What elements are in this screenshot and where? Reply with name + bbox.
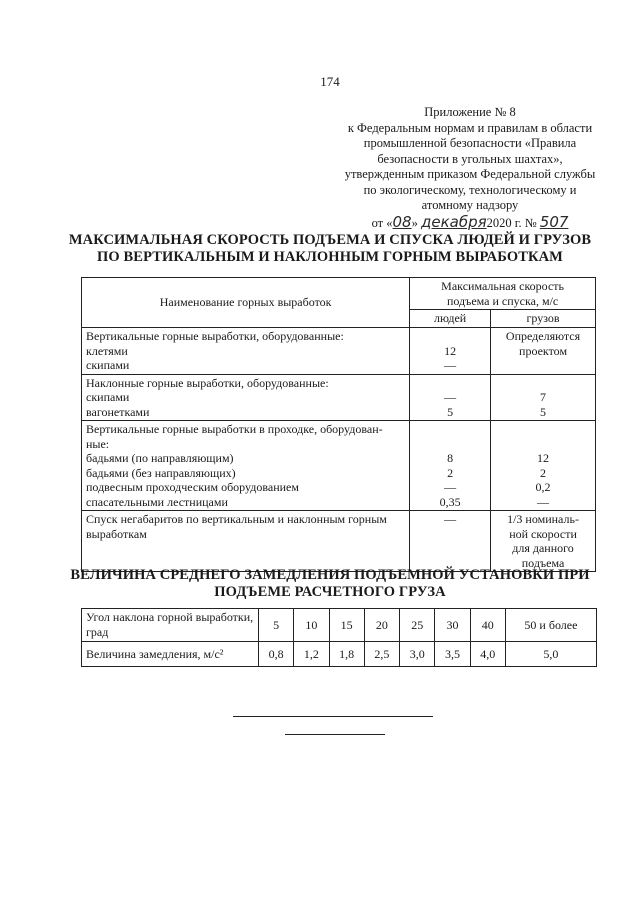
date-mid: »	[411, 215, 418, 230]
cargo-cell-line: ной скорости	[509, 526, 577, 541]
name-cell-line: вагонетками	[86, 404, 150, 419]
angle-cell: 20	[364, 609, 399, 642]
angle-cell: 50 и более	[505, 609, 596, 642]
deceleration-table	[81, 608, 597, 667]
handwritten-month: декабря	[420, 212, 487, 231]
closing-rule-long	[233, 716, 433, 717]
people-cell-line: 8	[447, 451, 454, 465]
name-cell-line: скипами	[86, 358, 130, 372]
angle-cell: 15	[329, 609, 364, 642]
cargo-cell-line: для данного	[512, 541, 574, 555]
deceleration-cell: 4,0	[470, 642, 505, 667]
table1-title	[0, 232, 640, 266]
appendix-header	[325, 105, 615, 231]
people-cell	[410, 328, 491, 375]
deceleration-cell: 1,8	[329, 642, 364, 667]
deceleration-cell: 0,8	[259, 642, 294, 667]
deceleration-cell: 5,0	[505, 642, 596, 667]
deceleration-cell: 3,5	[435, 642, 470, 667]
deceleration-cell: 1,2	[294, 642, 329, 667]
cargo-cell-line: —	[537, 494, 550, 509]
cargo-cell-line	[495, 437, 591, 452]
table-row	[82, 421, 596, 511]
name-cell-line: спасательными лестницами	[86, 494, 228, 509]
table2-title-line2: ПОДЪЕМЕ РАСЧЕТНОГО ГРУЗА	[214, 584, 446, 600]
people-cell-line	[414, 437, 486, 452]
appendix-line: атомному надзору	[421, 198, 519, 212]
angle-cell: 25	[400, 609, 435, 642]
angle-row-label: Угол наклона горной выработки, град	[82, 609, 259, 642]
handwritten-day: 08	[392, 212, 412, 231]
appendix-line: Приложение № 8	[424, 105, 516, 119]
header-people: людей	[410, 310, 491, 328]
name-cell	[82, 511, 410, 572]
name-cell-line: Спуск негабаритов по вертикальным и наклонным горным	[86, 512, 387, 526]
name-cell	[82, 328, 410, 375]
cargo-cell-line: проектом	[519, 343, 568, 358]
table-row	[82, 511, 596, 572]
appendix-line: утвержденным приказом Федеральной службы	[344, 167, 596, 181]
order-date-line	[325, 212, 615, 232]
angle-cell: 10	[294, 609, 329, 642]
appendix-line: промышленной безопасности «Правила	[363, 136, 577, 150]
name-cell-line: выработкам	[86, 526, 147, 541]
cargo-cell-line: 2	[540, 465, 547, 480]
name-cell-line: подвесным проходческим оборудованием	[86, 480, 299, 494]
name-cell-line: Наклонные горные выработки, оборудованные:	[86, 375, 329, 390]
deceleration-row-label: Величина замедления, м/с²	[82, 642, 259, 667]
table2-title-line1: ВЕЛИЧИНА СРЕДНЕГО ЗАМЕДЛЕНИЯ ПОДЪЕМНОЙ УСТАНОВКИ ПРИ	[70, 567, 590, 583]
people-cell-line: —	[444, 390, 457, 404]
date-prefix: от «	[371, 215, 393, 230]
page-number: 174	[320, 74, 340, 89]
people-cell	[410, 374, 491, 421]
cargo-cell-line	[495, 422, 591, 437]
cargo-cell-line: 0,2	[535, 480, 551, 494]
cargo-cell	[491, 374, 596, 421]
people-cell-line: —	[444, 512, 457, 526]
header-speed	[410, 278, 596, 310]
people-cell-line: 2	[447, 465, 454, 480]
table1-title-line2: ПО ВЕРТИКАЛЬНЫМ И НАКЛОННЫМ ГОРНЫМ ВЫРАБОТКАМ	[97, 249, 563, 265]
table2-title	[0, 567, 640, 601]
cargo-cell-line	[495, 358, 591, 373]
name-cell-line: Вертикальные горные выработки, оборудованные:	[86, 329, 344, 343]
cargo-cell-line	[495, 376, 591, 391]
header-cargo: грузов	[491, 310, 596, 328]
appendix-line: по экологическому, технологическому и	[363, 182, 577, 197]
speed-table	[81, 277, 596, 572]
header-speed-line: Максимальная скорость	[441, 279, 565, 293]
people-cell-line: 0,35	[439, 494, 461, 509]
cargo-cell-line: 1/3 номиналь-	[507, 512, 579, 526]
cargo-cell	[491, 511, 596, 572]
table1-title-line1: МАКСИМАЛЬНАЯ СКОРОСТЬ ПОДЪЕМА И СПУСКА ЛЮДЕЙ И ГРУЗОВ	[68, 232, 592, 248]
table-header-row	[82, 278, 596, 310]
people-cell-line: 12	[444, 343, 457, 358]
cargo-cell-line: подъема	[521, 555, 565, 570]
people-cell-line	[414, 422, 486, 437]
appendix-line: к Федеральным нормам и правилам в области	[347, 120, 593, 135]
people-cell-line: —	[444, 480, 457, 494]
appendix-line: безопасности в угольных шахтах»,	[377, 151, 563, 166]
deceleration-row	[82, 642, 597, 667]
table-row	[82, 328, 596, 375]
name-cell-line: бадьями (без направляющих)	[86, 465, 236, 480]
cargo-cell-line: 7	[540, 390, 547, 404]
cargo-cell	[491, 328, 596, 375]
cargo-cell	[491, 421, 596, 511]
name-cell	[82, 374, 410, 421]
angle-cell: 5	[259, 609, 294, 642]
date-year: 2020 г. №	[486, 215, 537, 230]
people-cell-line: —	[444, 358, 457, 372]
angle-cell: 40	[470, 609, 505, 642]
table-row	[82, 374, 596, 421]
cargo-cell-line: 12	[537, 451, 550, 465]
name-cell-line: бадьями (по направляющим)	[86, 451, 234, 465]
name-cell	[82, 421, 410, 511]
name-cell-line: клетями	[86, 343, 128, 358]
deceleration-cell: 3,0	[400, 642, 435, 667]
cargo-cell-line: 5	[540, 404, 547, 419]
people-cell	[410, 511, 491, 572]
angle-row	[82, 609, 597, 642]
cargo-cell-line: Определяются	[505, 329, 581, 343]
people-cell	[410, 421, 491, 511]
people-cell-line: 5	[447, 404, 454, 419]
header-name: Наименование горных выработок	[82, 278, 410, 328]
people-cell-line	[414, 329, 486, 344]
handwritten-order-number: 507	[539, 212, 569, 231]
people-cell-line	[414, 376, 486, 391]
speed-table-body	[82, 328, 596, 572]
closing-rule-short	[285, 734, 385, 735]
header-speed-line: подъема и спуска, м/с	[446, 293, 559, 308]
name-cell-line: ные:	[86, 436, 110, 451]
deceleration-cell: 2,5	[364, 642, 399, 667]
angle-cell: 30	[435, 609, 470, 642]
name-cell-line: скипами	[86, 390, 130, 404]
name-cell-line: Вертикальные горные выработки в проходке, оборудован-	[86, 422, 383, 436]
